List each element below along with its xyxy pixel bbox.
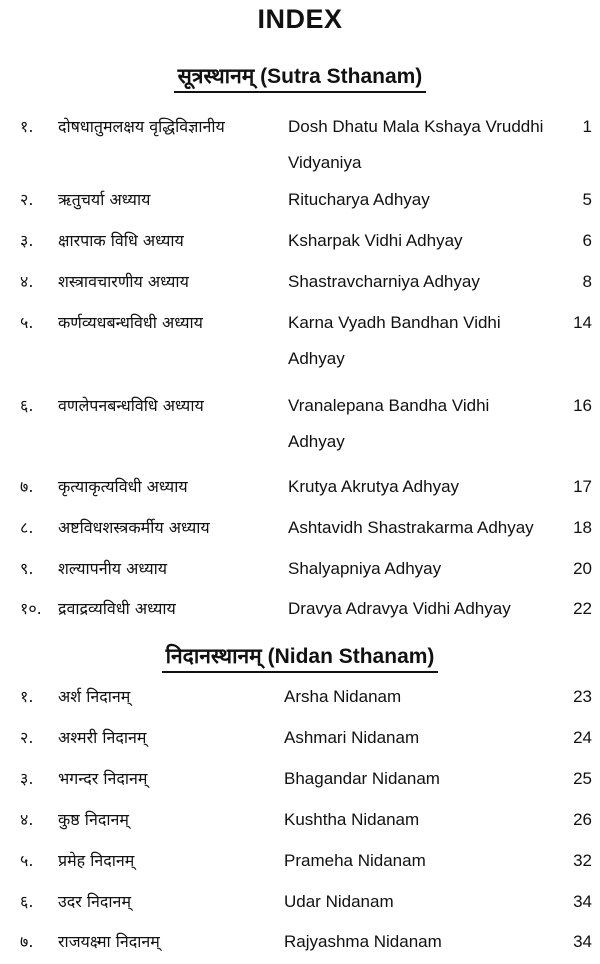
entry-english: Udar Nidanam xyxy=(284,892,394,911)
entry-number: १. xyxy=(20,117,34,136)
index-row xyxy=(0,388,600,451)
entry-page: 26 xyxy=(573,810,592,829)
entry-sanskrit: प्रमेह निदानम् xyxy=(58,851,135,870)
index-row xyxy=(0,924,600,964)
entry-page: 14 xyxy=(573,313,592,332)
index-row xyxy=(0,223,600,263)
entry-sanskrit: ऋतुचर्या अध्याय xyxy=(58,190,151,209)
section-heading-nidan xyxy=(0,642,600,670)
entry-english: Rajyashma Nidanam xyxy=(284,932,442,951)
index-row xyxy=(0,182,600,222)
entry-page: 5 xyxy=(582,190,592,209)
entry-number: १. xyxy=(20,687,34,706)
section-heading-text: निदानस्थानम् (Nidan Sthanam) xyxy=(162,645,439,673)
entry-number: ६. xyxy=(20,396,34,415)
entry-page: 34 xyxy=(573,932,592,951)
entry-page: 22 xyxy=(573,599,592,618)
index-row xyxy=(0,305,600,368)
index-row xyxy=(0,802,600,842)
index-row xyxy=(0,720,600,760)
index-row xyxy=(0,591,600,631)
entry-english: Prameha Nidanam xyxy=(284,851,426,870)
entry-english: Karna Vyadh Bandhan Vidhi Adhyay xyxy=(288,313,501,368)
entry-english: Ashmari Nidanam xyxy=(284,728,420,747)
entry-english: Arsha Nidanam xyxy=(284,687,402,706)
index-row xyxy=(0,551,600,591)
entry-number: ९. xyxy=(20,559,34,578)
entry-page: 18 xyxy=(573,518,592,537)
entry-number: ७. xyxy=(20,477,34,496)
entry-page: 24 xyxy=(573,728,592,747)
index-row xyxy=(0,761,600,801)
section-heading-text: सूत्रस्थानम् (Sutra Sthanam) xyxy=(174,65,427,93)
entry-sanskrit: कुष्ठ निदानम् xyxy=(58,810,129,829)
entry-page: 16 xyxy=(573,396,592,415)
entry-sanskrit: अर्श निदानम् xyxy=(58,687,131,706)
entry-page: 23 xyxy=(573,687,592,706)
entry-sanskrit: राजयक्ष्मा निदानम् xyxy=(58,932,160,951)
entry-number: ६. xyxy=(20,892,34,911)
entry-english: Dravya Adravya Vidhi Adhyay xyxy=(288,599,511,618)
entry-english: Shastravcharniya Adhyay xyxy=(288,272,480,291)
entry-page: 8 xyxy=(582,272,592,291)
entry-english: Vranalepana Bandha Vidhi Adhyay xyxy=(288,396,490,451)
entry-page: 6 xyxy=(582,231,592,250)
entry-number: १०. xyxy=(20,599,42,618)
entry-english: Ritucharya Adhyay xyxy=(288,190,430,209)
entry-number: २. xyxy=(20,190,34,209)
entry-page: 25 xyxy=(573,769,592,788)
entry-english: Ashtavidh Shastrakarma Adhyay xyxy=(288,518,534,537)
index-row xyxy=(0,264,600,304)
entry-sanskrit: दोषधातुमलक्षय वृद्धिविज्ञानीय xyxy=(58,117,225,136)
entry-number: ५. xyxy=(20,313,34,332)
entry-number: ५. xyxy=(20,851,34,870)
entry-number: ७. xyxy=(20,932,34,951)
entry-number: ३. xyxy=(20,769,34,788)
entry-page: 1 xyxy=(582,117,592,136)
entry-english: Ksharpak Vidhi Adhyay xyxy=(288,231,463,250)
entry-page: 34 xyxy=(573,892,592,911)
entry-sanskrit: शस्त्रावचारणीय अध्याय xyxy=(58,272,189,291)
index-row xyxy=(0,109,600,172)
entry-sanskrit: अश्मरी निदानम् xyxy=(58,728,147,747)
index-row xyxy=(0,679,600,719)
entry-english: Dosh Dhatu Mala Kshaya Vruddhi Vidyaniya xyxy=(288,117,544,172)
entry-sanskrit: शल्यापनीय अध्याय xyxy=(58,559,168,578)
entry-english: Shalyapniya Adhyay xyxy=(288,559,442,578)
entry-english: Kushtha Nidanam xyxy=(284,810,420,829)
entry-page: 32 xyxy=(573,851,592,870)
entry-number: ८. xyxy=(20,518,34,537)
entry-number: ४. xyxy=(20,272,34,291)
entry-sanskrit: अष्टविधशस्त्रकर्मीय अध्याय xyxy=(58,518,210,537)
entry-sanskrit: भगन्दर निदानम् xyxy=(58,769,148,788)
entry-sanskrit: वणलेपनबन्धविधि अध्याय xyxy=(58,396,204,415)
index-row xyxy=(0,884,600,924)
entry-english: Bhagandar Nidanam xyxy=(284,769,440,788)
entry-number: २. xyxy=(20,728,34,747)
entry-number: ३. xyxy=(20,231,34,250)
entry-sanskrit: द्रवाद्रव्यविधी अध्याय xyxy=(58,599,176,618)
entry-page: 17 xyxy=(573,477,592,496)
index-row xyxy=(0,843,600,883)
entry-sanskrit: उदर निदानम् xyxy=(58,892,132,911)
entry-sanskrit: क्षारपाक विधि अध्याय xyxy=(58,231,184,250)
index-row xyxy=(0,510,600,550)
entry-number: ४. xyxy=(20,810,34,829)
section-heading-sutra xyxy=(0,62,600,90)
entry-sanskrit: कृत्याकृत्यविधी अध्याय xyxy=(58,477,188,496)
page-title: INDEX xyxy=(257,4,343,34)
entry-sanskrit: कर्णव्यधबन्धविधी अध्याय xyxy=(58,313,203,332)
entry-page: 20 xyxy=(573,559,592,578)
entry-english: Krutya Akrutya Adhyay xyxy=(288,477,460,496)
index-row xyxy=(0,469,600,509)
